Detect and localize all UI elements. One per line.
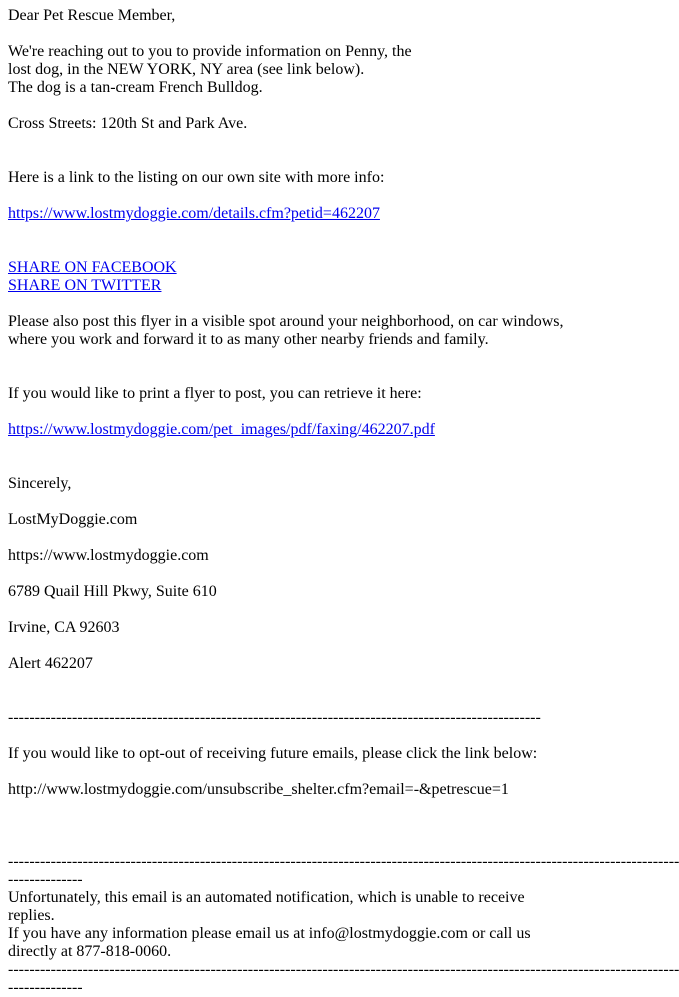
share-links <box>8 241 574 295</box>
signature-block <box>8 457 574 673</box>
listing-link[interactable]: https://www.lostmydoggie.com/details.cfm?petid=462207 <box>8 205 380 222</box>
signature-street: 6789 Quail Hill Pkwy, Suite 610 <box>8 583 217 600</box>
print-flyer-link[interactable]: https://www.lostmydoggie.com/pet_images/pdf/faxing/462207.pdf <box>8 421 435 438</box>
divider-long-top-wrap: -------------- <box>8 871 83 888</box>
optout-url: http://www.lostmydoggie.com/unsubscribe_shelter.cfm?email=-&petrescue=1 <box>8 781 509 798</box>
listing-text: Here is a link to the listing on our own site with more info: <box>8 169 385 186</box>
print-text: If you would like to print a flyer to post, you can retrieve it here: <box>8 385 422 402</box>
email-body <box>8 7 679 997</box>
greeting: Dear Pet Rescue Member, <box>8 7 176 24</box>
post-flyer-paragraph: Please also post this flyer in a visible spot around your neighborhood, on car windows, where you work and forward it to as many other nearby friends and family. <box>8 313 564 348</box>
automated-notice: Unfortunately, this email is an automated notification, which is unable to receive replies. <box>8 889 525 924</box>
divider-long-bottom: ------------------------------------------------------------------------------------------------------------------------------ <box>8 961 679 978</box>
cross-streets: Cross Streets: 120th St and Park Ave. <box>8 115 248 132</box>
divider-short: ---------------------------------------------------------------------------------------------------- <box>8 709 541 726</box>
share-twitter-link[interactable]: SHARE ON TWITTER <box>8 277 162 294</box>
spacer <box>8 817 574 853</box>
signature-org: LostMyDoggie.com <box>8 511 138 528</box>
divider-long-bottom-wrap: -------------- <box>8 979 83 996</box>
contact-info: If you have any information please email us at info@lostmydoggie.com or call us directly at 877-818-0060. <box>8 925 531 960</box>
signature-alert: Alert 462207 <box>8 655 93 672</box>
optout-text: If you would like to opt-out of receiving future emails, please click the link below: <box>8 745 538 762</box>
listing-paragraph <box>8 151 574 223</box>
signature-city: Irvine, CA 92603 <box>8 619 120 636</box>
share-facebook-link[interactable]: SHARE ON FACEBOOK <box>8 259 177 276</box>
footer-block <box>8 853 679 997</box>
divider-long-top: ------------------------------------------------------------------------------------------------------------------------------ <box>8 853 679 870</box>
signature-closing: Sincerely, <box>8 475 72 492</box>
optout-block <box>8 691 574 799</box>
signature-site: https://www.lostmydoggie.com <box>8 547 209 564</box>
intro-paragraph: We're reaching out to you to provide information on Penny, the lost dog, in the NEW YORK, NY area (see link below). The dog is a tan-cream French Bulldog. <box>8 43 412 96</box>
print-paragraph <box>8 367 574 439</box>
